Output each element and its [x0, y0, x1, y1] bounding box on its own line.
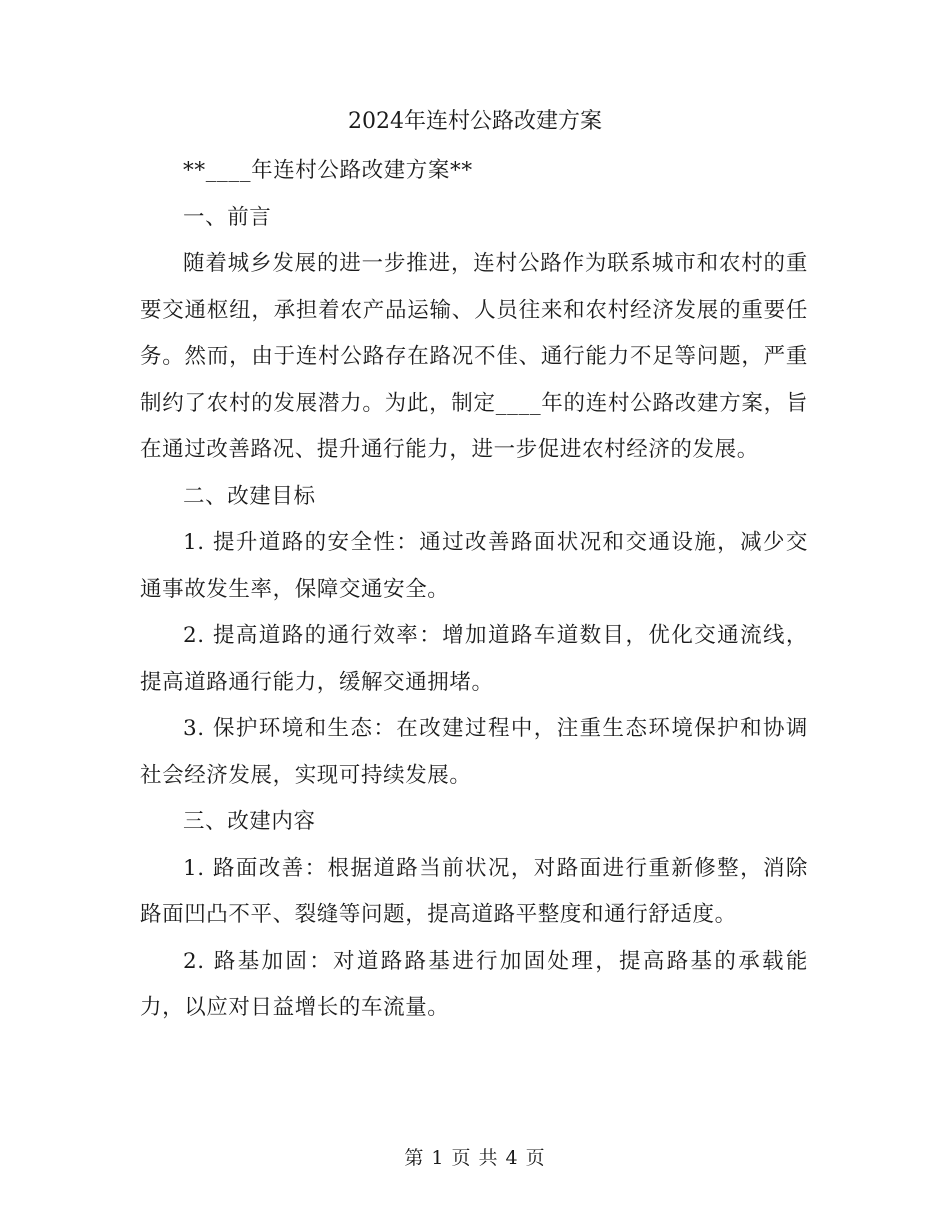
subtitle-paragraph: **____年连村公路改建方案**: [183, 158, 473, 183]
list-item-goal-3: 3. 保护环境和生态：在改建过程中，注重生态环境保护和协调社会经济发展，实现可持续发展。: [140, 716, 808, 788]
list-item-content-1: 1. 路面改善：根据道路当前状况，对路面进行重新修整，消除路面凹凸不平、裂缝等问题，提高道路平整度和通行舒适度。: [140, 855, 808, 927]
section-heading-preface: 一、前言: [183, 204, 272, 230]
list-item-goal-1: 1. 提升道路的安全性：通过改善路面状况和交通设施，减少交通事故发生率，保障交通安全。: [140, 530, 808, 602]
list-item-goal-2: 2. 提高道路的通行效率：增加道路车道数目，优化交通流线，提高道路通行能力，缓解交通拥堵。: [140, 623, 808, 695]
document-body: [140, 148, 808, 1032]
body-paragraph: 随着城乡发展的进一步推进，连村公路作为联系城市和农村的重要交通枢纽，承担着农产品运输、人员往来和农村经济发展的重要任务。然而，由于连村公路存在路况不佳、通行能力不足等问题，严重制约了农村的发展潜力。为此，制定____年的连村公路改建方案，旨在通过改善路况、提升通行能力，进一步促进农村经济的发展。: [140, 251, 808, 462]
list-item-content-2: 2. 路基加固：对道路路基进行加固处理，提高路基的承载能力，以应对日益增长的车流量。: [140, 948, 808, 1020]
document-title: 2024年连村公路改建方案: [348, 109, 602, 134]
section-heading-goals: 二、改建目标: [183, 483, 316, 509]
section-heading-content: 三、改建内容: [183, 809, 316, 834]
page-footer: 第 1 页 共 4 页: [404, 1147, 546, 1169]
